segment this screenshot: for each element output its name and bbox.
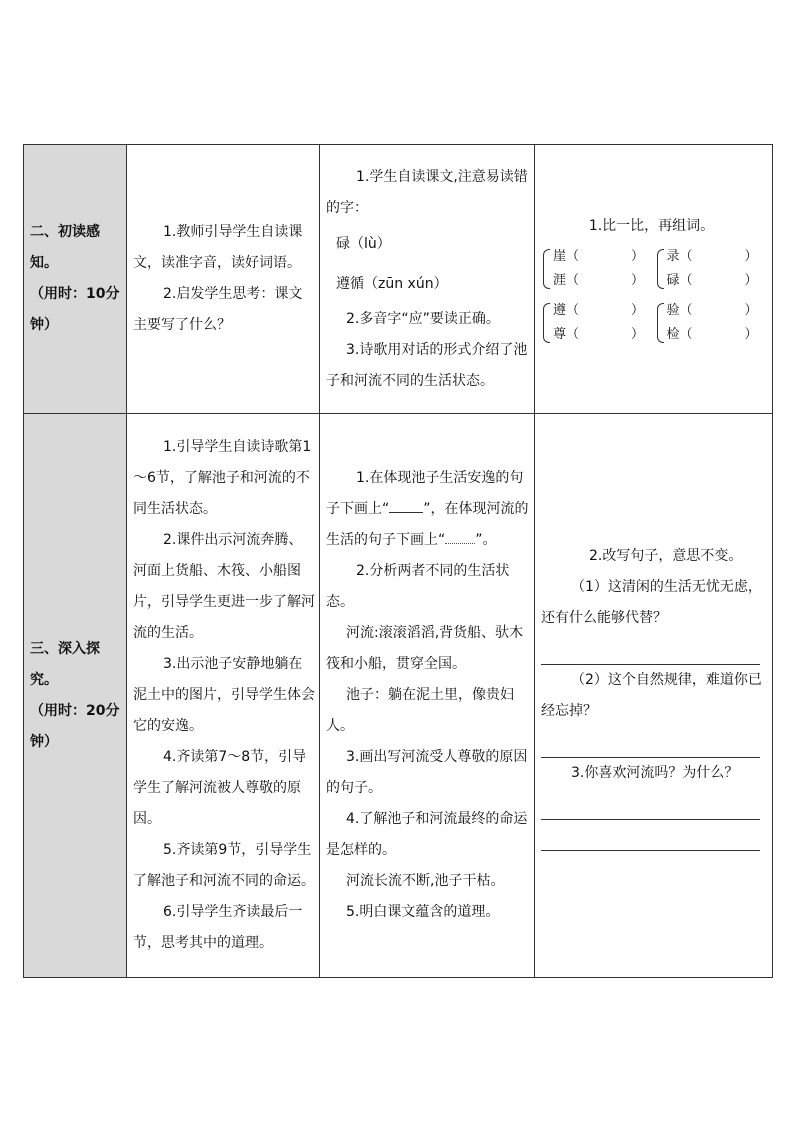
stage-cell bbox=[24, 145, 127, 414]
stage-time: （用时：20分钟） bbox=[30, 702, 120, 750]
student-step: 3.画出写河流受人尊敬的原因的句子。 bbox=[326, 749, 528, 796]
teacher-step: 6.引导学生齐读最后一节，思考其中的道理。 bbox=[133, 904, 303, 951]
teacher-step: 2.启发学生思考：课文主要写了什么？ bbox=[133, 286, 303, 333]
stage-row-explore bbox=[24, 414, 773, 978]
teacher-activity-cell bbox=[127, 145, 320, 414]
exercise-cell bbox=[535, 414, 773, 978]
exercise-subquestion: （1）这清闲的生活无忧无虑，还有什么能够代替？ bbox=[541, 578, 762, 626]
student-step: 2.分析两者不同的生活状态。 bbox=[326, 563, 510, 610]
teacher-step: 1.引导学生自读诗歌第1～6节，了解池子和河流的不同生活状态。 bbox=[133, 439, 312, 517]
compare-pairs bbox=[541, 245, 762, 347]
student-step: 1.在体现池子生活安逸的句子下画上“ ”，在体现河流的生活的句子下画上“ ”。 bbox=[326, 470, 529, 548]
teacher-step: 2.课件出示河流奔腾、河面上货船、木筏、小船图片，引导学生更进一步了解河流的生活。 bbox=[133, 532, 315, 641]
exercise-cell bbox=[535, 145, 773, 414]
wavy-underline-mark bbox=[445, 529, 475, 544]
student-step: 1.学生自读课文,注意易读错的字： bbox=[326, 168, 528, 216]
student-note: 河流:滚滚滔滔,背货船、驮木筏和小船，贯穿全国。 bbox=[326, 625, 524, 672]
student-activity-cell bbox=[320, 145, 535, 414]
teacher-step: 5.齐读第9节，引导学生了解池子和河流不同的命运。 bbox=[133, 842, 315, 889]
student-note: 河流长流不断,池子干枯。 bbox=[346, 873, 505, 889]
stage-time: （用时：10分钟） bbox=[30, 286, 120, 333]
student-step: 3.诗歌用对话的形式介绍了池子和河流不同的生活状态。 bbox=[326, 341, 528, 389]
teacher-step: 1.教师引导学生自读课文，读准字音，读好词语。 bbox=[133, 224, 303, 271]
char-pair: 录（ ） 碌（ ） bbox=[655, 245, 763, 293]
student-step: 4.了解池子和河流最终的命运是怎样的。 bbox=[326, 811, 528, 858]
stage-title: 三、深入探究。 bbox=[30, 640, 100, 688]
answer-line[interactable] bbox=[541, 789, 760, 820]
exercise-question: 2.改写句子，意思不变。 bbox=[589, 547, 743, 564]
pinyin-word: 碌（lù） bbox=[336, 235, 391, 252]
char-pair: 崖（ ） 涯（ ） bbox=[541, 245, 649, 293]
student-step: 2.多音字“应”要读正确。 bbox=[346, 310, 500, 327]
teacher-step: 3.出示池子安静地躺在泥土中的图片，引导学生体会它的安逸。 bbox=[133, 656, 315, 734]
exercise-subquestion: （2）这个自然规律，难道你已经忘掉？ bbox=[541, 671, 762, 719]
exercise-title: 1.比一比，再组词。 bbox=[588, 218, 715, 234]
answer-line[interactable] bbox=[541, 727, 760, 758]
answer-line[interactable] bbox=[541, 634, 760, 665]
char-pair: 验（ ） 检（ ） bbox=[655, 299, 763, 347]
stage-title: 二、初读感知。 bbox=[30, 224, 100, 271]
student-note: 池子：躺在泥土里，像贵妇人。 bbox=[326, 687, 514, 734]
lesson-plan-table bbox=[23, 144, 773, 978]
straight-underline-mark bbox=[389, 498, 423, 513]
answer-line[interactable] bbox=[541, 820, 760, 851]
student-activity-cell bbox=[320, 414, 535, 978]
student-step: 5.明白课文蕴含的道理。 bbox=[346, 904, 500, 920]
teacher-step: 4.齐读第7～8节，引导学生了解河流被人尊敬的原因。 bbox=[133, 749, 307, 827]
teacher-activity-cell bbox=[127, 414, 320, 978]
char-pair: 遵（ ） 尊（ ） bbox=[541, 299, 649, 347]
stage-row-reading bbox=[24, 145, 773, 414]
exercise-question: 3.你喜欢河流吗？为什么？ bbox=[571, 764, 739, 781]
stage-cell bbox=[24, 414, 127, 978]
pinyin-word: 遵循（zūn xún） bbox=[336, 275, 448, 292]
